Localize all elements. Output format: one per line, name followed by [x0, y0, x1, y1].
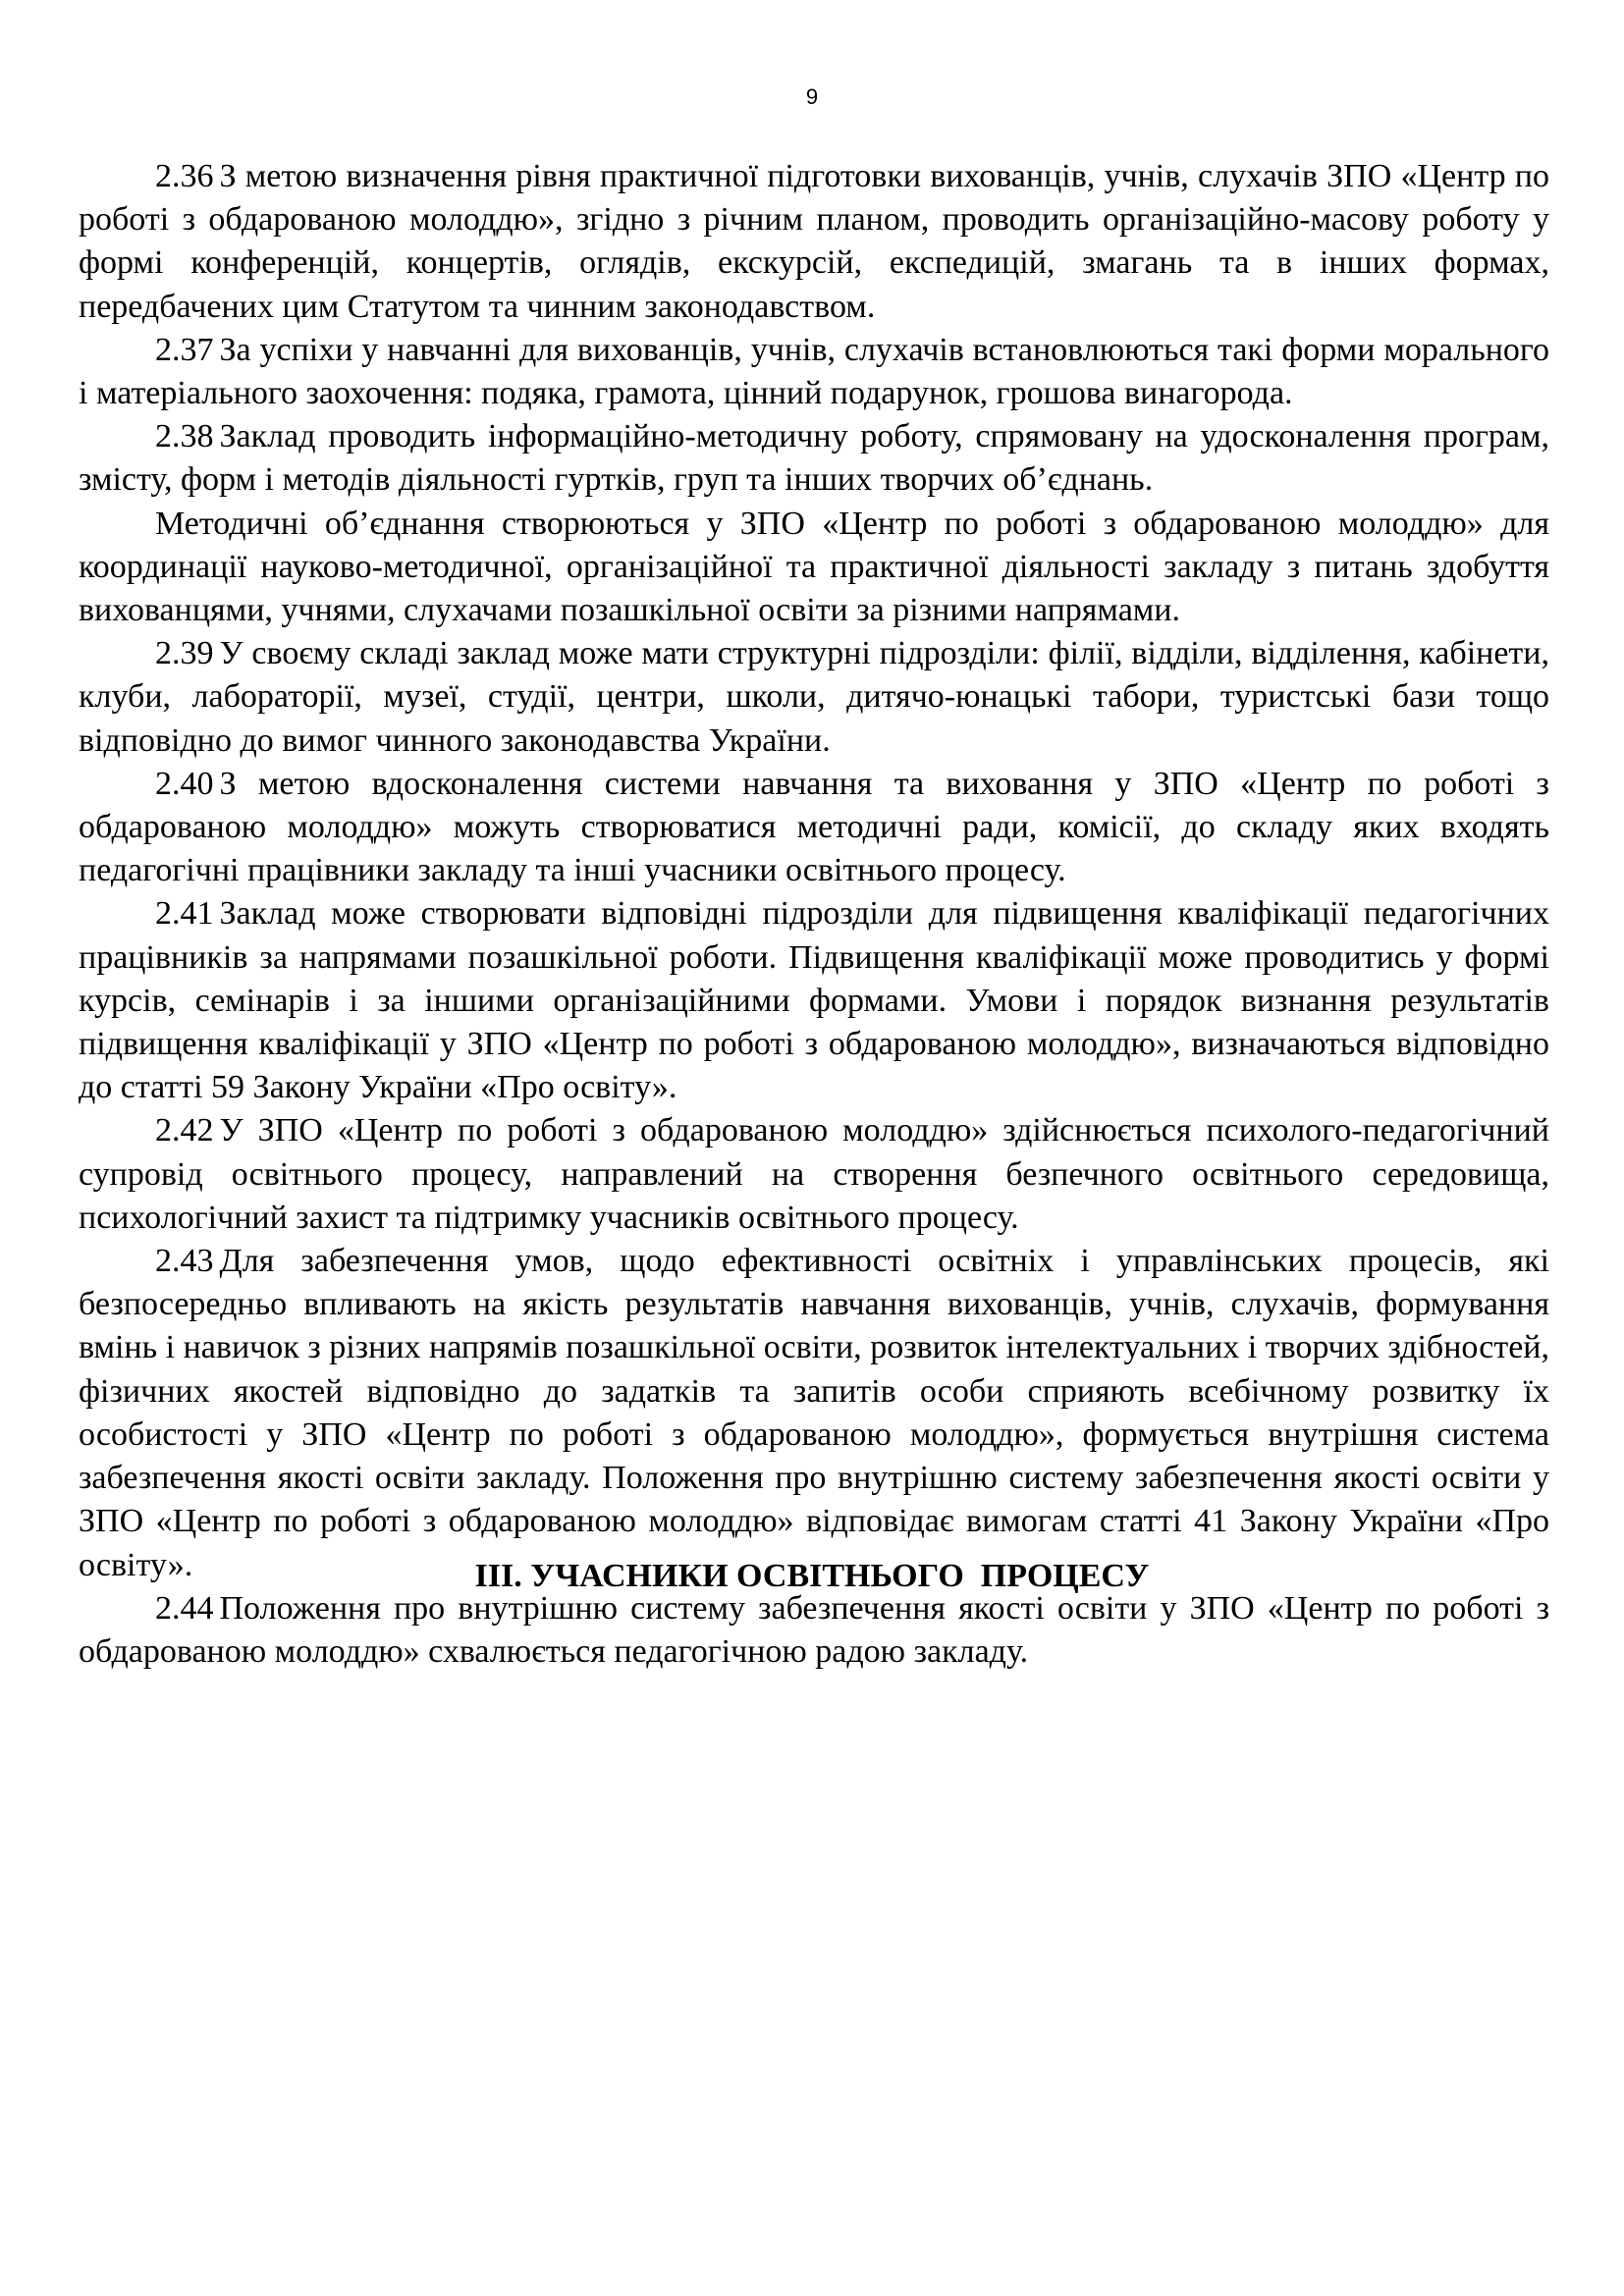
paragraph-2-38 — [79, 415, 1549, 502]
paragraph-number: 2.36 — [155, 158, 214, 194]
paragraph-number: 2.43 — [155, 1243, 214, 1280]
paragraph-number: 2.42 — [155, 1112, 214, 1149]
paragraph-text: Заклад може створювати відповідні підрозділи для підвищення кваліфікації педагогічних працівників за напрямами позашкільної роботи. Підвищення кваліфікації може проводитись у формі курсів, семінарів і за іншими організаційними формами. Умови і порядок визнання результатів підвищення кваліфікації у ЗПО «Центр по роботі з обдарованою молоддю», визначаються відповідно до статті 59 Закону України «Про освіту». — [79, 895, 1549, 1106]
paragraph-number: 2.37 — [155, 331, 214, 368]
paragraph-text: У ЗПО «Центр по роботі з обдарованою молоддю» здійснюється психолого-педагогічний супровід освітнього процесу, направлений на створення безпечного освітнього середовища, психологічний захист та підтримку учасників освітнього процесу. — [79, 1112, 1549, 1236]
paragraph-text: Положення про внутрішню систему забезпечення якості освіти у ЗПО «Центр по роботі з обдарованою молоддю» схвалюється педагогічною радою закладу. — [79, 1589, 1549, 1670]
page-number: 9 — [805, 84, 819, 109]
paragraph-2-41 — [79, 892, 1549, 1109]
paragraph-text: За успіхи у навчанні для вихованців, учнів, слухачів встановлюються такі форми морального і матеріального заохочення: подяка, грамота, цінний подарунок, грошова винагорода. — [79, 331, 1549, 412]
paragraph-2-37 — [79, 329, 1549, 415]
document-body — [79, 155, 1549, 1674]
paragraph-2-43 — [79, 1240, 1549, 1587]
paragraph-number: 2.39 — [155, 635, 214, 672]
paragraph-methodical-associations — [79, 503, 1549, 633]
paragraph-2-40 — [79, 763, 1549, 893]
paragraph-2-44 — [79, 1587, 1549, 1674]
paragraph-text: З метою визначення рівня практичної підготовки вихованців, учнів, слухачів ЗПО «Центр по роботі з обдарованою молоддю», згідно з річним планом, проводить організаційно-масову роботу у формі конференцій, концертів, оглядів, екскурсій, експедицій, змагань та в інших формах, передбачених цим Статутом та чинним законодавством. — [79, 158, 1549, 325]
paragraph-text: У своєму складі заклад може мати структурні підрозділи: філії, відділи, відділення, кабінети, клуби, лабораторії, музеї, студії, центри, школи, дитячо-юнацькі табори, туристські бази тощо відповідно до вимог чинного законодавства України. — [79, 635, 1549, 759]
paragraph-number: 2.40 — [155, 765, 214, 802]
paragraph-number: 2.38 — [155, 418, 214, 455]
paragraph-2-39 — [79, 632, 1549, 763]
paragraph-text: З метою вдосконалення системи навчання та виховання у ЗПО «Центр по роботі з обдарованою молоддю» можуть створюватися методичні ради, комісії, до складу яких входять педагогічні працівники закладу та інші учасники освітнього процесу. — [79, 765, 1549, 889]
paragraph-text: Заклад проводить інформаційно-методичну роботу, спрямовану на удосконалення програм, змісту, форм і методів діяльності гуртків, груп та інших творчих об’єднань. — [79, 418, 1549, 499]
paragraph-text: Для забезпечення умов, щодо ефективності освітніх і управлінських процесів, які безпосередньо впливають на якість результатів навчання вихованців, учнів, слухачів, формування вмінь і навичок з різних напрямів позашкільної освіти, розвиток інтелектуальних і творчих здібностей, фізичних якостей відповідно до задатків та запитів особи сприяють всебічному розвитку їх особистості у ЗПО «Центр по роботі з обдарованою молоддю», формується внутрішня система забезпечення якості освіти закладу. Положення про внутрішню систему забезпечення якості освіти у ЗПО «Центр по роботі з обдарованою молоддю» відповідає вимогам статті 41 Закону України «Про освіту». — [79, 1243, 1549, 1583]
section-heading: ІІІ. УЧАСНИКИ ОСВІТНЬОГО ПРОЦЕСУ — [474, 1558, 1150, 1594]
paragraph-2-42 — [79, 1109, 1549, 1240]
paragraph-text: Методичні об’єднання створюються у ЗПО «Центр по роботі з обдарованою молоддю» для координації науково-методичної, організаційної та практичної діяльності закладу з питань здобуття вихованцями, учнями, слухачами позашкільної освіти за різними напрямами. — [79, 505, 1549, 629]
paragraph-2-36 — [79, 155, 1549, 329]
paragraph-number: 2.44 — [155, 1589, 214, 1627]
paragraph-number: 2.41 — [155, 895, 214, 933]
